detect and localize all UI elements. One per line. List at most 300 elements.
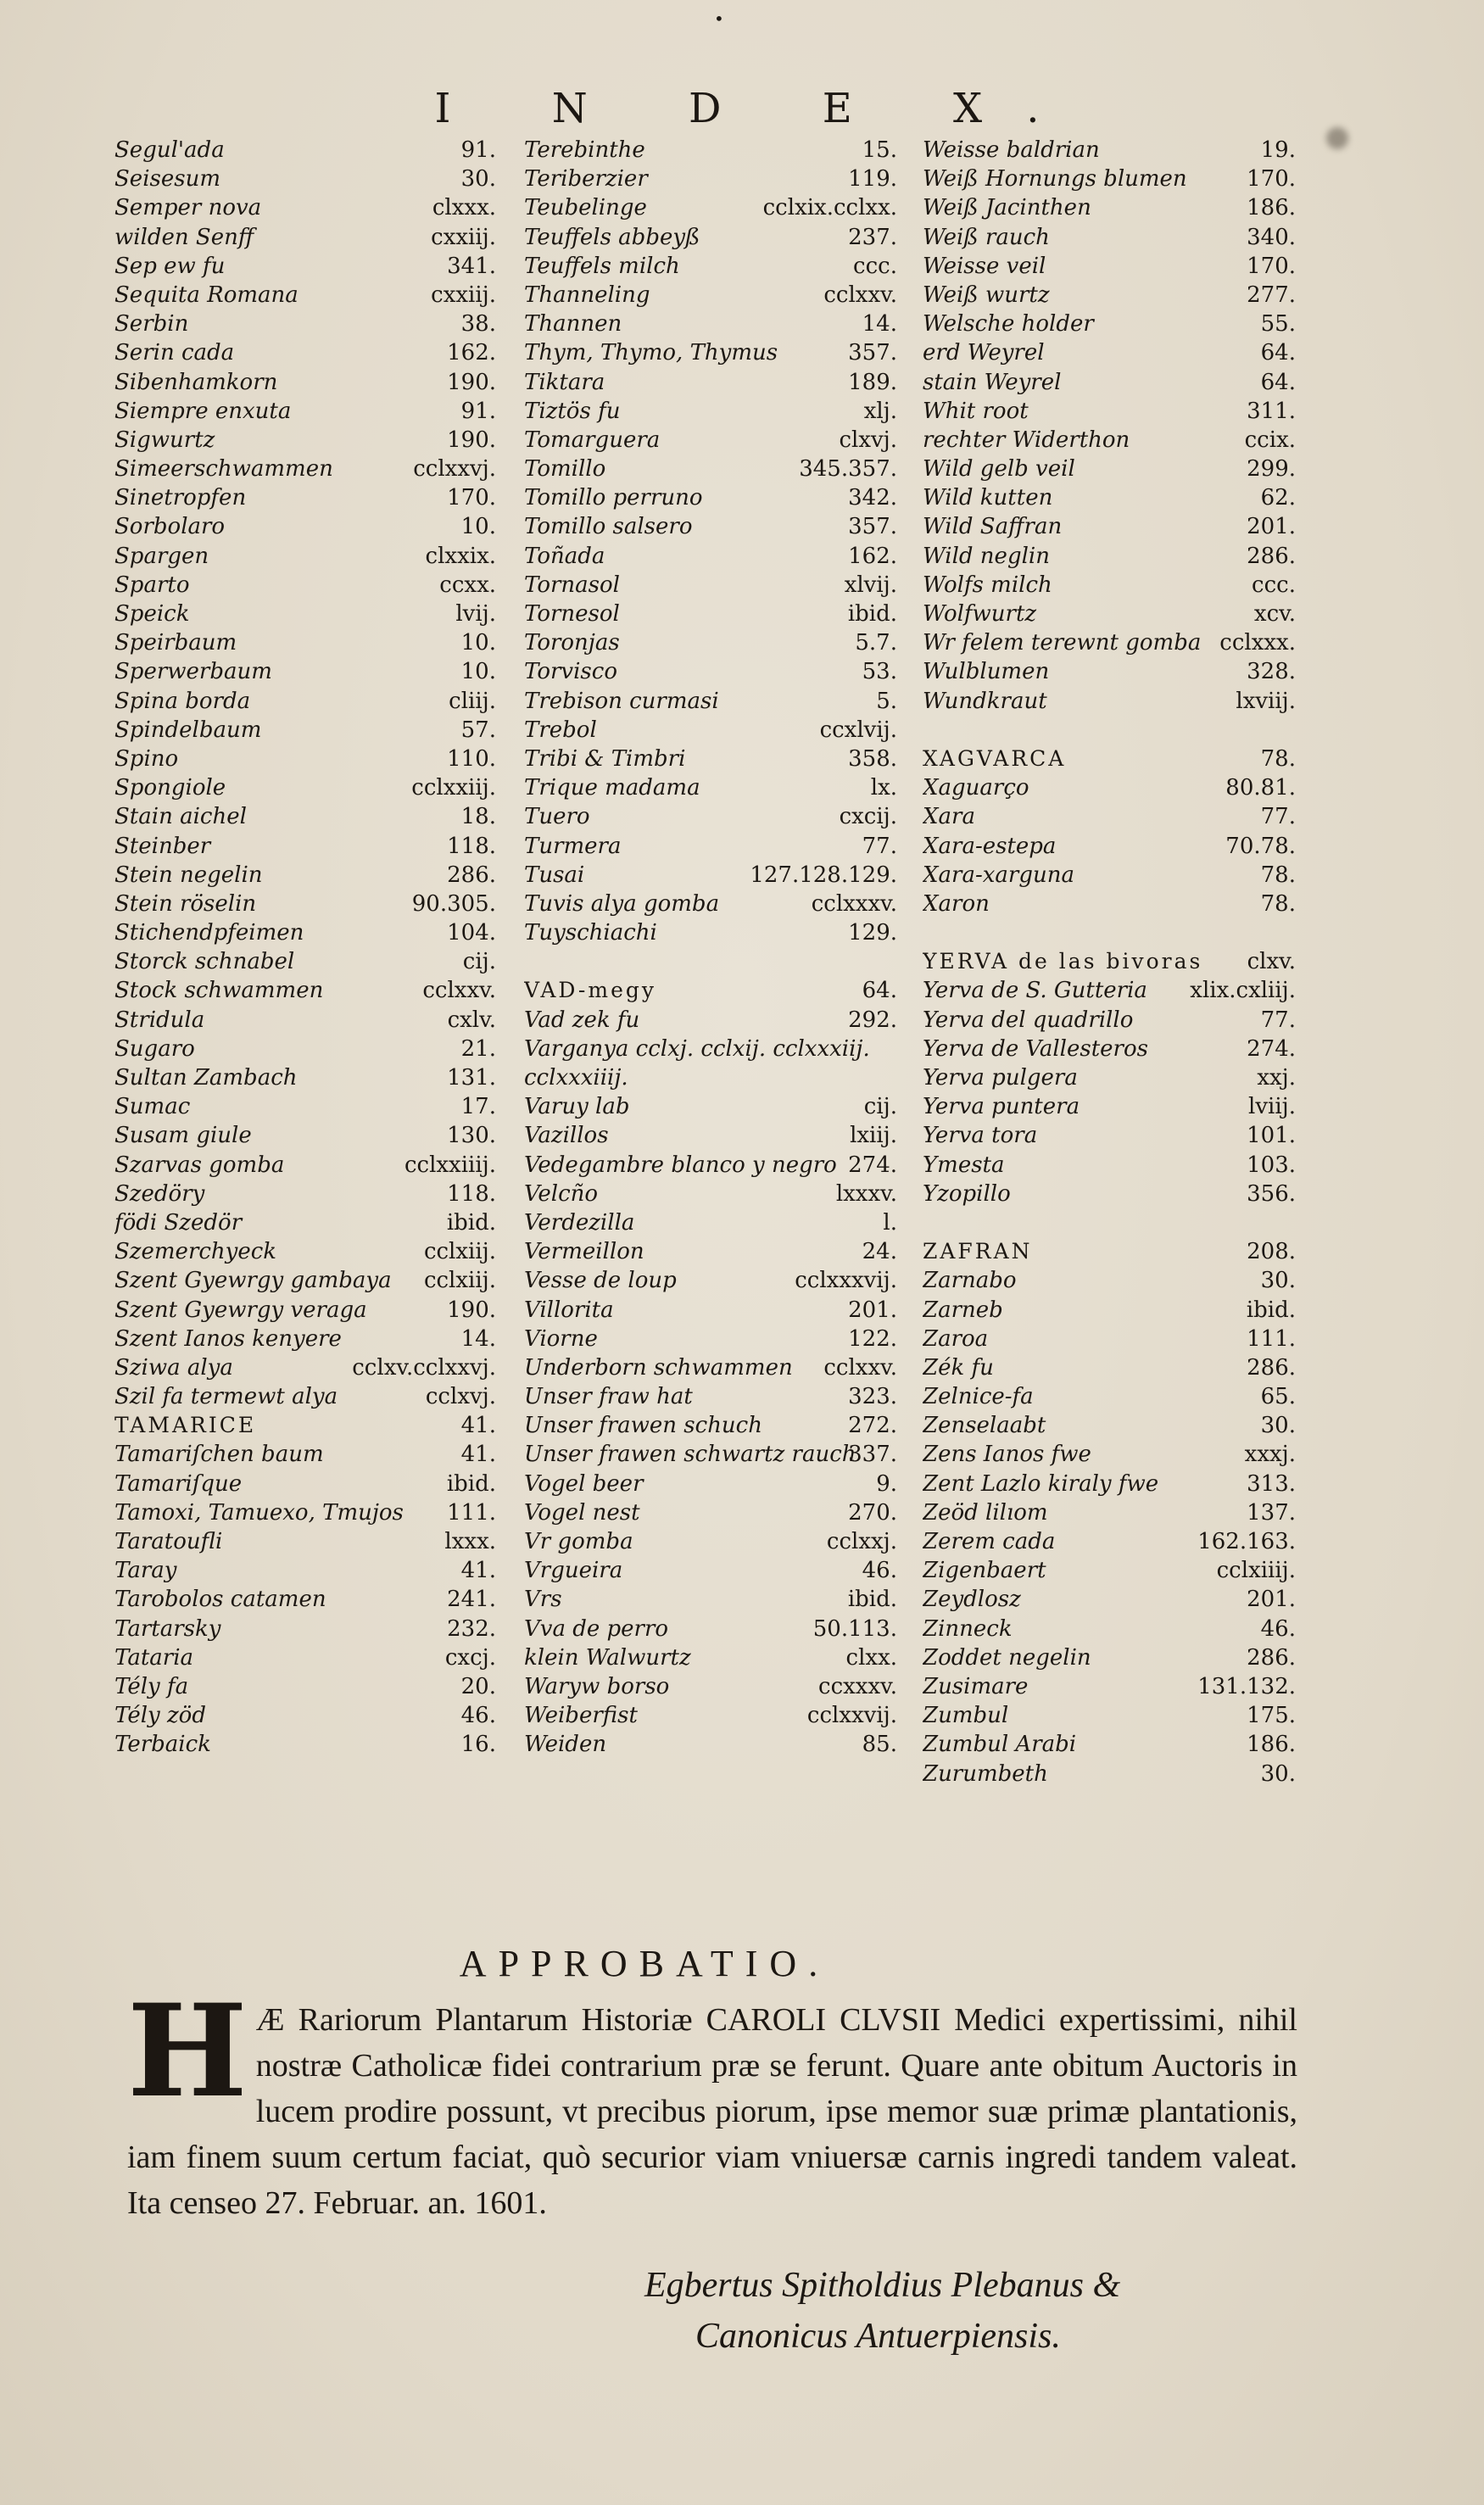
page-reference: ccc. [853, 253, 897, 279]
index-term: Szemerchyeck [114, 1239, 277, 1265]
index-entry [114, 571, 496, 600]
index-entry [923, 281, 1296, 310]
page-reference: 9. [876, 1470, 897, 1497]
page-reference: 286. [447, 862, 496, 888]
index-entry [114, 600, 496, 628]
page-reference: 118. [447, 833, 496, 859]
index-term: Zeöd lilıom [923, 1499, 1048, 1526]
index-term: Tély zöd [114, 1703, 206, 1729]
index-term: Sigwurtz [114, 427, 215, 453]
index-entry [524, 745, 897, 773]
index-entry [923, 1151, 1296, 1180]
index-entry [524, 397, 897, 426]
index-entry [923, 657, 1296, 686]
index-section-head [923, 1237, 1296, 1266]
index-term: Thym, Thymo, Thymus [524, 340, 778, 366]
page-reference: 19. [1260, 137, 1296, 163]
index-entry [114, 1151, 496, 1180]
index-entry [114, 976, 496, 1005]
page-reference: 91. [460, 137, 496, 163]
index-entry [524, 1353, 897, 1382]
index-term: Tribi & Timbri [524, 745, 686, 772]
index-entry [524, 890, 897, 918]
index-term: Vrs [524, 1587, 562, 1613]
index-term: Vrgueira [524, 1558, 623, 1584]
index-entry [923, 483, 1296, 512]
page-reference: ccc. [1252, 572, 1296, 598]
page-reference: 286. [1247, 543, 1296, 569]
page-reference: xlix.cxliij. [1190, 978, 1296, 1004]
index-term: Xaguarço [923, 775, 1029, 801]
index-term: Yerva de S. Gutteria [923, 978, 1147, 1004]
page-reference: xxj. [1257, 1065, 1296, 1091]
page-reference: 85. [862, 1732, 897, 1758]
index-term: Toñada [524, 543, 605, 569]
index-entry [524, 165, 897, 193]
index-entry [524, 1063, 897, 1092]
page-reference: 131.132. [1197, 1673, 1296, 1699]
index-term: XAGVARCA [923, 745, 1067, 771]
index-term: Szent Gyewrgy gambaya [114, 1268, 392, 1294]
page-reference: 111. [1247, 1325, 1296, 1352]
index-term: Sugaro [114, 1035, 195, 1062]
index-entry [923, 512, 1296, 541]
page-reference: 129. [848, 920, 897, 946]
index-term: VAD-megy [524, 978, 656, 1003]
page-reference: 46. [460, 1703, 496, 1729]
index-term: Zelnice-fa [923, 1384, 1034, 1410]
page-reference: lxxx. [444, 1529, 496, 1554]
index-entry [923, 802, 1296, 831]
index-term: Semper nova [114, 195, 262, 221]
index-entry [114, 483, 496, 512]
index-term: Tornasol [524, 572, 620, 598]
index-term: Trebison curmasi [524, 688, 719, 714]
page-reference: 16. [460, 1732, 496, 1758]
index-entry [923, 1353, 1296, 1382]
index-entry [524, 136, 897, 165]
page-reference: 340. [1247, 224, 1296, 250]
page-reference: cxcj. [444, 1644, 496, 1671]
page-reference: ccxlvij. [819, 717, 897, 743]
index-term: Thannen [524, 311, 622, 338]
page-reference: 91. [460, 398, 496, 424]
page-reference: 70.78. [1225, 833, 1296, 859]
page-reference: 127.128.129. [750, 862, 897, 888]
page-reference: cclxxv. [422, 978, 496, 1004]
index-entry [923, 1701, 1296, 1730]
index-entry [524, 773, 897, 802]
page-reference: 286. [1247, 1354, 1296, 1381]
page-reference: cclxvj. [425, 1384, 496, 1410]
page-reference: 119. [848, 166, 897, 192]
page-reference: cclxix.cclxx. [762, 195, 897, 221]
index-entry [114, 716, 496, 745]
approbation-title: APPROBATIO. [459, 1943, 830, 1984]
index-term: Speick [114, 601, 190, 627]
index-term: Wundkraut [923, 688, 1047, 714]
index-entry [114, 802, 496, 831]
index-term: Taratoufli [114, 1529, 223, 1554]
index-term: Tarobolos catamen [114, 1587, 326, 1613]
index-entry [524, 802, 897, 831]
index-term: Steinber [114, 833, 211, 859]
page-reference: 162. [447, 340, 496, 366]
page-reference: cclxxv. [823, 282, 897, 308]
index-entry [524, 1151, 897, 1180]
page-reference: 14. [862, 311, 897, 338]
index-term: Unser fraw hat [524, 1384, 693, 1410]
page-reference: 277. [1247, 282, 1296, 308]
page-reference: 337. [848, 1442, 897, 1468]
index-section-head [114, 1411, 496, 1440]
page-reference: 77. [862, 833, 897, 859]
page-reference: lxxxv. [835, 1180, 897, 1207]
page-reference: 104. [447, 920, 496, 946]
page-reference: cclxxxvij. [795, 1268, 897, 1294]
index-term: Weiß Jacinthen [923, 195, 1091, 221]
page-reference: ibid. [446, 1470, 496, 1497]
page-reference: 50.113. [812, 1615, 897, 1642]
index-entry [923, 1325, 1296, 1353]
page-reference: 190. [447, 369, 496, 395]
page-reference: 341. [447, 253, 496, 279]
page-reference: 170. [447, 485, 496, 511]
index-term: Vesse de loup [524, 1268, 677, 1294]
page-reference: 41. [460, 1558, 496, 1584]
index-entry [524, 947, 897, 976]
index-entry [114, 773, 496, 802]
page-reference: 186. [1247, 1732, 1296, 1758]
index-term: Xara [923, 804, 975, 830]
approbation-text [127, 1977, 1297, 2226]
index-section-head [524, 976, 897, 1005]
page-reference: clxv. [1247, 949, 1296, 975]
index-entry [923, 600, 1296, 628]
index-term: Simeerschwammen [114, 456, 333, 483]
index-entry [923, 1556, 1296, 1585]
index-entry [923, 832, 1296, 861]
index-entry [524, 600, 897, 628]
page-reference: 270. [848, 1499, 897, 1526]
index-entry [923, 716, 1296, 745]
index-term: Waryw borso [524, 1673, 670, 1699]
page-reference: 130. [447, 1123, 496, 1149]
index-term: Tiztös fu [524, 398, 621, 424]
page-reference: 64. [1260, 340, 1296, 366]
index-entry [524, 1615, 897, 1643]
index-term: Sultan Zambach [114, 1065, 298, 1091]
index-entry [114, 223, 496, 252]
index-column-1 [114, 136, 496, 1760]
index-entry [114, 1643, 496, 1672]
page-reference: 64. [862, 978, 897, 1004]
index-entry [524, 1470, 897, 1498]
page-reference: 30. [1260, 1413, 1296, 1439]
index-term: Tomillo salsero [524, 514, 693, 540]
page-reference: xlvij. [844, 572, 897, 598]
index-entry [524, 368, 897, 397]
index-entry [114, 1615, 496, 1643]
index-term: Zeydlosz [923, 1587, 1021, 1613]
index-term: Yerva pulgera [923, 1065, 1078, 1091]
index-entry [114, 252, 496, 281]
index-term: Tornesol [524, 601, 620, 627]
index-term: Vogel nest [524, 1499, 640, 1526]
index-entry [923, 918, 1296, 947]
page-reference: 189. [848, 369, 897, 395]
index-entry [114, 1325, 496, 1353]
index-term: Weiß wurtz [923, 282, 1050, 308]
index-term: Wild neglin [923, 543, 1050, 569]
index-title: I N D E X. [434, 85, 1084, 132]
page-reference: 328. [1247, 659, 1296, 685]
index-term: Unser frawen schwartz rauch [524, 1442, 856, 1468]
index-entry [114, 1382, 496, 1411]
index-entry [923, 338, 1296, 367]
approbation-body: Æ Rariorum Plantarum Historiæ CAROLI CLVSII Medici expertissimi, nihil nostræ Catholicæ fidei contrarium præ se ferunt. Quare ante obitum Auctoris in lucem prodire possunt, vt precibus piorum, ipse memor suæ primæ plantationis, iam finem suum certum faciat, quò securior viam vniuersæ carnis ingredi tandem valeat. Ita censeo 27. Februar. an. 1601. [127, 2002, 1297, 2221]
index-entry [923, 223, 1296, 252]
index-term: Xara-xarguna [923, 862, 1074, 888]
page-reference: lvij. [455, 601, 496, 627]
index-term: Sep ew fu [114, 253, 226, 279]
page-reference: cij. [863, 1094, 897, 1120]
index-column-2 [524, 136, 897, 1760]
index-entry [114, 1527, 496, 1556]
index-entry [114, 890, 496, 918]
index-term: Yerva tora [923, 1123, 1038, 1149]
index-term: Vedegambre blanco y negro [524, 1152, 837, 1178]
index-term: Tély fa [114, 1673, 189, 1699]
page-reference: 41. [460, 1442, 496, 1468]
index-term: Zens Ianos fwe [923, 1442, 1091, 1468]
index-entry [524, 1266, 897, 1295]
index-entry [114, 947, 496, 976]
index-entry [114, 1063, 496, 1092]
drop-cap: H [127, 1977, 248, 2126]
index-term: Underborn schwammen [524, 1354, 793, 1381]
page-reference: 10. [460, 514, 496, 540]
index-term: Weiden [524, 1732, 607, 1758]
index-term: Tusai [524, 862, 585, 888]
index-term: Zumbul Arabi [923, 1732, 1077, 1758]
page-reference: 78. [1260, 890, 1296, 917]
signature [127, 2260, 1297, 2362]
page-reference: 41. [460, 1413, 496, 1439]
page-reference: cxxiij. [431, 282, 496, 308]
index-entry [114, 628, 496, 657]
page-reference: 122. [848, 1325, 897, 1352]
index-entry [524, 1325, 897, 1353]
index-term: Wild Saffran [923, 514, 1063, 540]
index-term: Szent Gyewrgy veraga [114, 1297, 367, 1323]
index-term: Zent Lazlo kiraly fwe [923, 1470, 1159, 1497]
index-term: Sumac [114, 1094, 191, 1120]
page-reference: 292. [848, 1007, 897, 1033]
index-entry [114, 1730, 496, 1759]
page-reference: ibid. [847, 601, 897, 627]
page-reference: 5. [876, 688, 897, 714]
page-reference: 356. [1247, 1180, 1296, 1207]
page-reference: 170. [1247, 166, 1296, 192]
index-term: Zarnabo [923, 1268, 1017, 1294]
index-term: Szent Ianos kenyere [114, 1325, 342, 1352]
index-entry [524, 455, 897, 483]
page-reference: 10. [460, 630, 496, 656]
index-entry [524, 252, 897, 281]
index-entry [524, 542, 897, 571]
index-term: Zumbul [923, 1703, 1009, 1729]
page-reference: cxcij. [839, 804, 897, 830]
index-entry [923, 1730, 1296, 1759]
index-entry [524, 483, 897, 512]
index-entry [923, 1208, 1296, 1237]
page-reference: 272. [848, 1413, 897, 1439]
index-entry [923, 310, 1296, 338]
index-term: Spargen [114, 543, 209, 569]
index-entry [524, 716, 897, 745]
index-entry [923, 1470, 1296, 1498]
index-term: stain Weyrel [923, 369, 1062, 395]
index-term: Trebol [524, 717, 597, 743]
index-entry [923, 193, 1296, 222]
index-entry [524, 512, 897, 541]
page-reference: ccxx. [439, 572, 496, 598]
index-entry [524, 223, 897, 252]
index-term: Ymesta [923, 1152, 1005, 1178]
page-reference: cij. [462, 949, 496, 975]
index-entry [524, 1121, 897, 1150]
index-term: Torvisco [524, 659, 617, 685]
index-entry [524, 338, 897, 367]
index-term: cclxxxiiij. [524, 1065, 628, 1091]
index-entry [524, 281, 897, 310]
index-term: Tomillo perruno [524, 485, 703, 511]
index-entry [524, 1556, 897, 1585]
page-reference: cclxxv. [823, 1354, 897, 1381]
index-term: Verdezilla [524, 1209, 635, 1236]
index-entry [524, 1006, 897, 1035]
page-reference: 274. [848, 1152, 897, 1178]
index-entry [114, 1121, 496, 1150]
index-entry [524, 571, 897, 600]
index-term: rechter Widerthon [923, 427, 1130, 453]
index-term: Zék fu [923, 1354, 994, 1381]
index-term: klein Walwurtz [524, 1644, 691, 1671]
page-reference: lx. [870, 775, 897, 801]
page-reference: 190. [447, 427, 496, 453]
page-reference: 38. [460, 311, 496, 338]
page-reference: 345.357. [799, 456, 897, 483]
index-entry [524, 918, 897, 947]
index-entry [923, 397, 1296, 426]
approbation-section [127, 1942, 1297, 2362]
index-term: Zurumbeth [923, 1760, 1048, 1787]
index-entry [114, 455, 496, 483]
index-term: Tataria [114, 1644, 194, 1671]
page-reference: ibid. [446, 1209, 496, 1236]
index-entry [923, 1527, 1296, 1556]
index-entry [524, 628, 897, 657]
index-term: erd Weyrel [923, 340, 1045, 366]
index-entry [524, 1180, 897, 1208]
index-term: Zigenbaert [923, 1558, 1046, 1584]
index-entry [114, 1701, 496, 1730]
page-reference: clxvj. [839, 427, 897, 453]
index-entry [923, 252, 1296, 281]
page-reference: ccxxxv. [818, 1673, 897, 1699]
index-term: Tamariſque [114, 1470, 243, 1497]
index-entry [114, 861, 496, 890]
index-entry [524, 426, 897, 455]
page-reference: ccix. [1244, 427, 1296, 453]
page-reference: 30. [1260, 1760, 1296, 1787]
index-term: Sziwa alya [114, 1354, 233, 1381]
page-reference: 78. [1260, 862, 1296, 888]
index-term: Segul'ada [114, 137, 225, 163]
page-reference: 299. [1247, 456, 1296, 483]
index-entry [524, 1440, 897, 1469]
index-term: Tamariſchen baum [114, 1442, 324, 1468]
index-term: Yzopillo [923, 1180, 1011, 1207]
page-reference: 55. [1260, 311, 1296, 338]
index-entry [114, 542, 496, 571]
index-term: Vr gomba [524, 1529, 633, 1554]
index-entry [524, 1672, 897, 1701]
page-mark: • [714, 8, 724, 29]
index-entry [923, 1121, 1296, 1150]
page-reference: 14. [460, 1325, 496, 1352]
page-reference: 357. [848, 340, 897, 366]
index-term: Sequita Romana [114, 282, 298, 308]
page-reference: 30. [460, 166, 496, 192]
index-entry [923, 1296, 1296, 1325]
index-term: Zerem cada [923, 1529, 1056, 1554]
index-term: Spina borda [114, 688, 251, 714]
index-term: Wulblumen [923, 659, 1050, 685]
index-entry [524, 832, 897, 861]
page-reference: 77. [1260, 1007, 1296, 1033]
index-entry [524, 1208, 897, 1237]
index-term: Terebinthe [524, 137, 645, 163]
index-term: födi Szedör [114, 1209, 243, 1236]
index-entry [114, 1585, 496, 1614]
index-term: Sperwerbaum [114, 659, 272, 685]
page-reference: 78. [1260, 745, 1296, 772]
index-entry [923, 1440, 1296, 1469]
index-term: Stock schwammen [114, 978, 324, 1004]
index-entry [114, 1180, 496, 1208]
index-entry [524, 861, 897, 890]
index-term: Szarvas gomba [114, 1152, 285, 1178]
index-term: Unser frawen schuch [524, 1413, 762, 1439]
page-reference: cclxiij. [423, 1239, 496, 1265]
index-term: Stain aichel [114, 804, 247, 830]
index-term: Speirbaum [114, 630, 237, 656]
index-term: Vazillos [524, 1123, 609, 1149]
index-entry [114, 338, 496, 367]
page-reference: 311. [1247, 398, 1296, 424]
page-reference: cclxxxv. [811, 890, 897, 917]
index-term: Seisesum [114, 166, 220, 192]
page-reference: 90.305. [411, 890, 496, 917]
index-entry [923, 1615, 1296, 1643]
index-term: Whit root [923, 398, 1029, 424]
index-term: Szil fa termewt alya [114, 1384, 338, 1410]
index-term: Trique madama [524, 775, 700, 801]
index-entry [524, 1411, 897, 1440]
page-reference: 190. [447, 1297, 496, 1323]
